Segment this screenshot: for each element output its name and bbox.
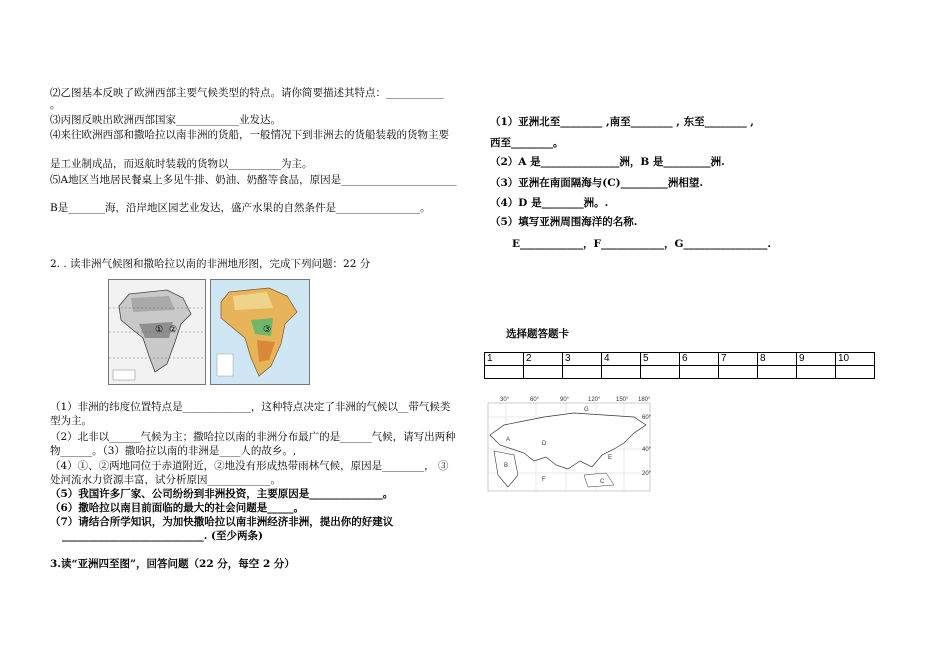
map-letter: D (542, 441, 547, 447)
answer-number: 10 (836, 353, 875, 366)
r-line-2: 西至________。 (490, 137, 564, 149)
answer-cell[interactable] (641, 366, 680, 379)
q2-line-7: （5）我国许多厂家、公司纷纷到非洲投资，主要原因是______________。 (50, 488, 394, 500)
lat-label: 40° (642, 447, 652, 453)
lat-label: 20° (642, 471, 652, 477)
lon-label: 90° (560, 397, 570, 403)
q1-line-5: 是工业制成品，而返航时装载的货物以__________为主。 (50, 158, 313, 170)
map-marker-1: ① (155, 325, 164, 335)
answer-cell[interactable] (680, 366, 719, 379)
r-line-4: （3）亚洲在南面隔海与(C)_________洲相望. (490, 177, 704, 189)
answer-number: 2 (524, 353, 563, 366)
africa-climate-map (108, 279, 206, 385)
q2-line-9: （7）请结合所学知识，为加快撒哈拉以南非洲经济非洲，提出你的好建议 (50, 516, 394, 528)
q2-line-1: （1）非洲的纬度位置特点是_____________，这种特点决定了非洲的气候以__带气候类 (50, 401, 451, 413)
q2-line-6: 处河流水力资源丰富，试分析原因____________。 (50, 474, 281, 486)
map-letter: A (506, 437, 511, 443)
lat-label: 60° (642, 415, 652, 421)
answer-number-row (485, 353, 875, 366)
map-letter: E (608, 455, 613, 461)
q1-line-7: B是_______海，沿岸地区园艺业发达，盛产水果的自然条件是________________。 (50, 202, 431, 214)
map-letter: F (542, 477, 546, 483)
answer-card-table (484, 352, 875, 379)
answer-cell[interactable] (524, 366, 563, 379)
answer-blank-row (485, 366, 875, 379)
q1-line-1: ⑵乙图基本反映了欧洲西部主要气候类型的特点。请你简要描述其特点：___________ (50, 87, 444, 99)
asia-map (484, 395, 659, 495)
q1-line-6: ⑸A地区当地居民餐桌上多见牛排、奶油、奶酪等食品，原因是______________________ (50, 174, 457, 186)
answer-cell[interactable] (602, 366, 641, 379)
map-marker-3: ③ (263, 325, 272, 335)
q1-line-3: ⑶丙图反映出欧洲西部国家____________业发达。 (50, 114, 281, 126)
answer-cell[interactable] (797, 366, 836, 379)
r-line-1: （1）亚洲北至________ ,南至________ , 东至________ , (490, 116, 754, 128)
africa-terrain-map (210, 279, 310, 385)
answer-cell[interactable] (485, 366, 524, 379)
r-line-3: （2）A 是_______________洲，B 是_________洲. (490, 156, 725, 168)
answer-number: 4 (602, 353, 641, 366)
r-line-5: （4）D 是________洲。. (490, 197, 609, 209)
q2-line-4: 物______。（3）撒哈拉以南的非洲是____人的故乡。, (50, 445, 297, 457)
answer-cell[interactable] (563, 366, 602, 379)
answer-number: 3 (563, 353, 602, 366)
q2-line-2: 型为主。 (50, 415, 92, 427)
q1-line-2: 。 (50, 99, 61, 111)
map-marker-2: ② (169, 325, 178, 335)
answer-number: 7 (719, 353, 758, 366)
q2-title: 2. . 读非洲气候图和撒哈拉以南的非洲地形图，完成下列问题：22 分 (50, 258, 371, 270)
map-letter: C (600, 479, 605, 485)
answer-cell[interactable] (836, 366, 875, 379)
q1-line-4: ⑷来往欧洲西部和撒哈拉以南非洲的货船，一般情况下到非洲去的货船装载的货物主要 (50, 129, 449, 141)
q2-line-8: （6）撒哈拉以南目前面临的最大的社会问题是_____。 (50, 502, 305, 514)
answer-number: 5 (641, 353, 680, 366)
map-letter: G (584, 407, 589, 413)
answer-cell[interactable] (719, 366, 758, 379)
lon-label: 120° (588, 397, 601, 403)
q2-line-10: ___________________________. (至少两条) (62, 530, 263, 542)
lon-label: 60° (530, 397, 540, 403)
q2-line-5: （4）①、②两地同位于赤道附近，②地没有形成热带雨林气候，原因是________， ③ (50, 460, 449, 472)
map-letter: B (504, 463, 509, 469)
lon-label: 30° (500, 397, 510, 403)
lon-label: 150° (616, 397, 629, 403)
lon-label: 180° (638, 397, 651, 403)
q2-line-3: （2）北非以______气候为主；撒哈拉以南的非洲分布最广的是______气候，请写出两种 (50, 431, 456, 443)
q3-title: 3.读“亚洲四至图”，回答问题（22 分，每空 2 分） (50, 558, 295, 570)
r-line-6: （5）填写亚洲周围海洋的名称. (490, 216, 638, 228)
answer-number: 6 (680, 353, 719, 366)
answer-number: 8 (758, 353, 797, 366)
answer-number: 9 (797, 353, 836, 366)
answer-card-title: 选择题答题卡 (506, 328, 569, 340)
r-line-7: E____________，F____________，G________________. (512, 238, 772, 250)
answer-number: 1 (485, 353, 524, 366)
answer-cell[interactable] (758, 366, 797, 379)
